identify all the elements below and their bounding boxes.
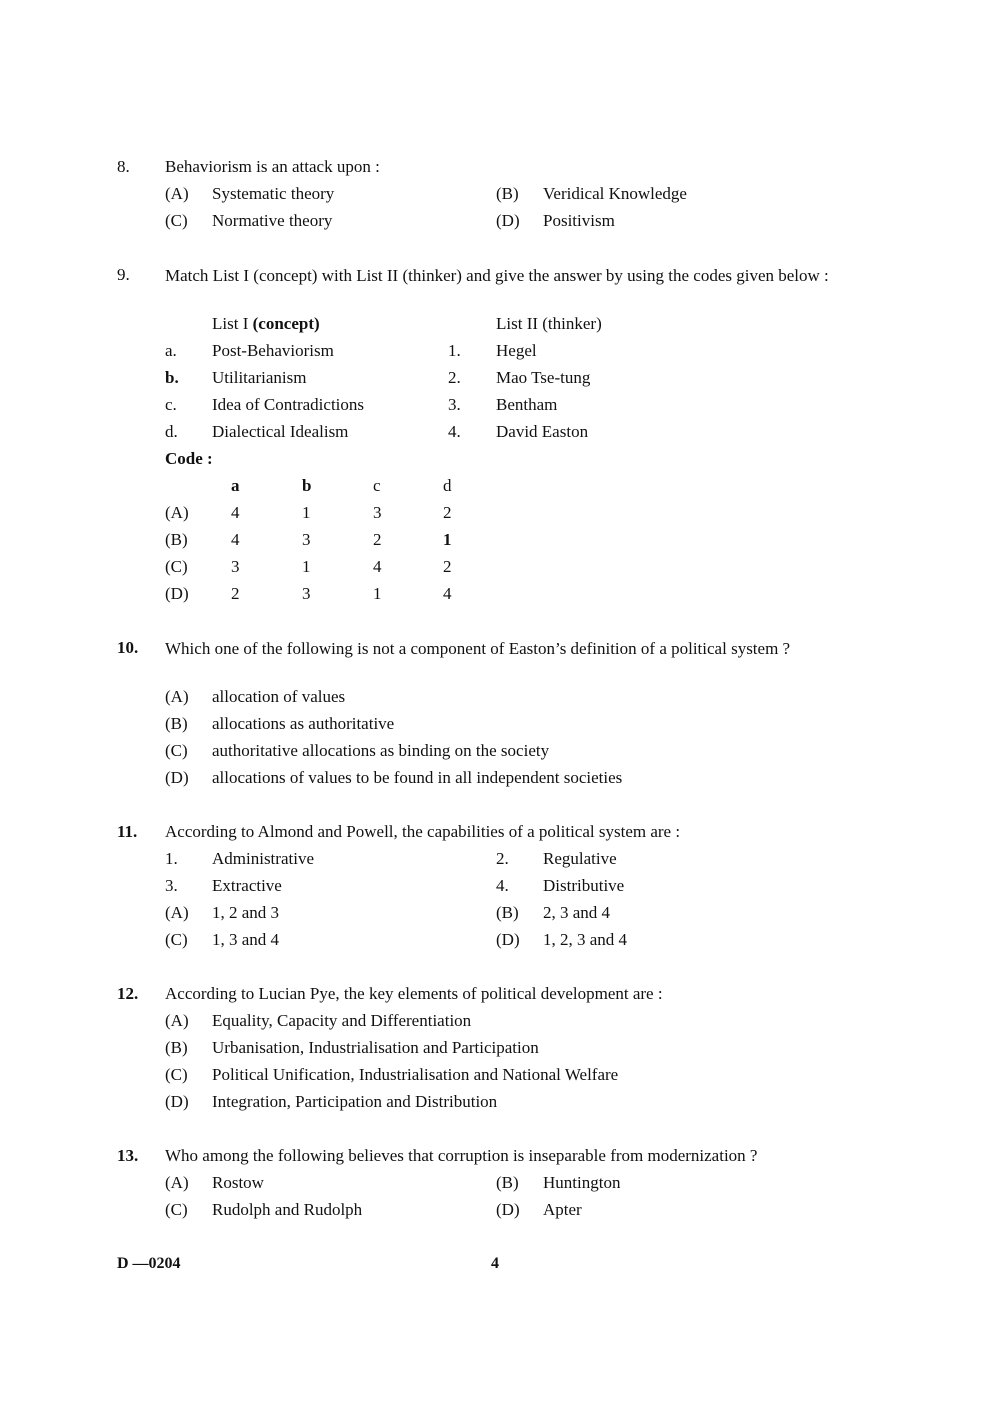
- option-text-d: Integration, Participation and Distribution: [212, 1092, 498, 1111]
- option-text-d: 1, 2, 3 and 4: [543, 930, 628, 949]
- thinker-3: Bentham: [496, 395, 558, 414]
- thinker-1: Hegel: [496, 341, 537, 360]
- question-stem: According to Almond and Powell, the capabilities of a political system are :: [165, 822, 681, 841]
- option-text-a: allocation of values: [212, 687, 346, 706]
- thinker-num-4: 4.: [448, 422, 461, 441]
- option-text-c: 1, 3 and 4: [212, 930, 280, 949]
- page-number: 4: [491, 1255, 499, 1272]
- question-number: 10.: [117, 638, 139, 657]
- option-text-d: allocations of values to be found in all independent societies: [212, 768, 623, 787]
- option-letter-d: (D): [165, 768, 189, 787]
- question-number: 12.: [117, 984, 139, 1003]
- option-letter-a: (A): [165, 1011, 189, 1030]
- list-key-c: c.: [165, 395, 177, 414]
- code-value: 1: [302, 503, 311, 522]
- concept-c: Idea of Contradictions: [212, 395, 365, 414]
- option-text-b: 2, 3 and 4: [543, 903, 611, 922]
- option-letter-a: (A): [165, 1173, 189, 1192]
- thinker-num-3: 3.: [448, 395, 461, 414]
- option-letter-b: (B): [496, 1173, 519, 1192]
- option-letter-c: (C): [165, 741, 188, 760]
- question-stem: Match List I (concept) with List II (thinker) and give the answer by using the codes given below :: [165, 266, 829, 285]
- option-letter-d: (D): [496, 211, 520, 230]
- item-text-4: Distributive: [543, 876, 625, 895]
- list-key-d: d.: [165, 422, 178, 441]
- option-letter-c: (C): [165, 1065, 188, 1084]
- question-stem: Behaviorism is an attack upon :: [165, 157, 380, 176]
- thinker-num-2: 2.: [448, 368, 461, 387]
- question-stem: According to Lucian Pye, the key elements of political development are :: [165, 984, 663, 1003]
- option-text-a: Systematic theory: [212, 184, 335, 203]
- code-label: Code :: [165, 449, 213, 468]
- item-number-1: 1.: [165, 849, 178, 868]
- option-letter-c: (C): [165, 1200, 188, 1219]
- code-header-b: b: [302, 476, 312, 495]
- thinker-4: David Easton: [496, 422, 589, 441]
- option-letter-a: (A): [165, 903, 189, 922]
- code-value: 4: [231, 530, 240, 549]
- option-text-d: Apter: [543, 1200, 582, 1219]
- concept-d: Dialectical Idealism: [212, 422, 349, 441]
- option-letter-b: (B): [496, 903, 519, 922]
- option-text-b: Urbanisation, Industrialisation and Participation: [212, 1038, 539, 1057]
- thinker-num-1: 1.: [448, 341, 461, 360]
- item-text-2: Regulative: [543, 849, 617, 868]
- option-text-b: allocations as authoritative: [212, 714, 395, 733]
- code-value: 4: [443, 584, 452, 603]
- option-letter-d: (D): [496, 930, 520, 949]
- option-text-b: Veridical Knowledge: [543, 184, 687, 203]
- code-value: 4: [373, 557, 382, 576]
- concept-b: Utilitarianism: [212, 368, 307, 387]
- option-letter-a: (A): [165, 687, 189, 706]
- option-text-a: 1, 2 and 3: [212, 903, 280, 922]
- code-value: 3: [302, 584, 311, 603]
- code-header-a: a: [231, 476, 240, 495]
- option-text-c: Normative theory: [212, 211, 333, 230]
- code-row-letter-d: (D): [165, 584, 189, 603]
- option-text-d: Positivism: [543, 211, 615, 230]
- option-letter-d: (D): [165, 1092, 189, 1111]
- concept-a: Post-Behaviorism: [212, 341, 334, 360]
- item-text-1: Administrative: [212, 849, 314, 868]
- code-value: 1: [302, 557, 311, 576]
- question-number: 13.: [117, 1146, 139, 1165]
- option-text-b: Huntington: [543, 1173, 621, 1192]
- option-letter-a: (A): [165, 184, 189, 203]
- paper-code: D —0204: [117, 1255, 181, 1272]
- list-1-heading-prefix: List I: [212, 314, 253, 333]
- code-header-d: d: [443, 476, 452, 495]
- code-value: 2: [373, 530, 382, 549]
- code-value: 2: [443, 503, 452, 522]
- code-row-letter-c: (C): [165, 557, 188, 576]
- item-number-2: 2.: [496, 849, 509, 868]
- option-text-a: Equality, Capacity and Differentiation: [212, 1011, 472, 1030]
- code-row-letter-b: (B): [165, 530, 188, 549]
- code-value: 2: [231, 584, 240, 603]
- option-text-c: Political Unification, Industrialisation and National Welfare: [212, 1065, 619, 1084]
- code-value: 1: [373, 584, 382, 603]
- code-value: 3: [302, 530, 311, 549]
- list-key-a: a.: [165, 341, 177, 360]
- question-number: 11.: [117, 822, 138, 841]
- question-stem: Which one of the following is not a component of Easton’s definition of a political system ?: [165, 639, 791, 658]
- code-value: 3: [231, 557, 240, 576]
- thinker-2: Mao Tse-tung: [496, 368, 591, 387]
- option-letter-b: (B): [165, 1038, 188, 1057]
- option-letter-c: (C): [165, 211, 188, 230]
- question-stem: Who among the following believes that corruption is inseparable from modernization ?: [165, 1146, 758, 1165]
- option-letter-d: (D): [496, 1200, 520, 1219]
- list-key-b: b.: [165, 368, 179, 387]
- list-1-heading-suffix: (concept): [252, 314, 320, 333]
- code-header-c: c: [373, 476, 381, 495]
- code-value: 4: [231, 503, 240, 522]
- code-row-letter-a: (A): [165, 503, 189, 522]
- list-1-heading: [212, 314, 320, 334]
- option-letter-b: (B): [496, 184, 519, 203]
- code-value: 3: [373, 503, 382, 522]
- question-number: 8.: [117, 157, 130, 176]
- option-text-a: Rostow: [212, 1173, 264, 1192]
- item-number-3: 3.: [165, 876, 178, 895]
- option-text-c: Rudolph and Rudolph: [212, 1200, 363, 1219]
- item-number-4: 4.: [496, 876, 509, 895]
- list-2-heading: List II (thinker): [496, 314, 602, 333]
- item-text-3: Extractive: [212, 876, 282, 895]
- option-text-c: authoritative allocations as binding on the society: [212, 741, 550, 760]
- code-value: 2: [443, 557, 452, 576]
- question-number: 9.: [117, 265, 130, 284]
- option-letter-b: (B): [165, 714, 188, 733]
- option-letter-c: (C): [165, 930, 188, 949]
- code-value: 1: [443, 530, 452, 549]
